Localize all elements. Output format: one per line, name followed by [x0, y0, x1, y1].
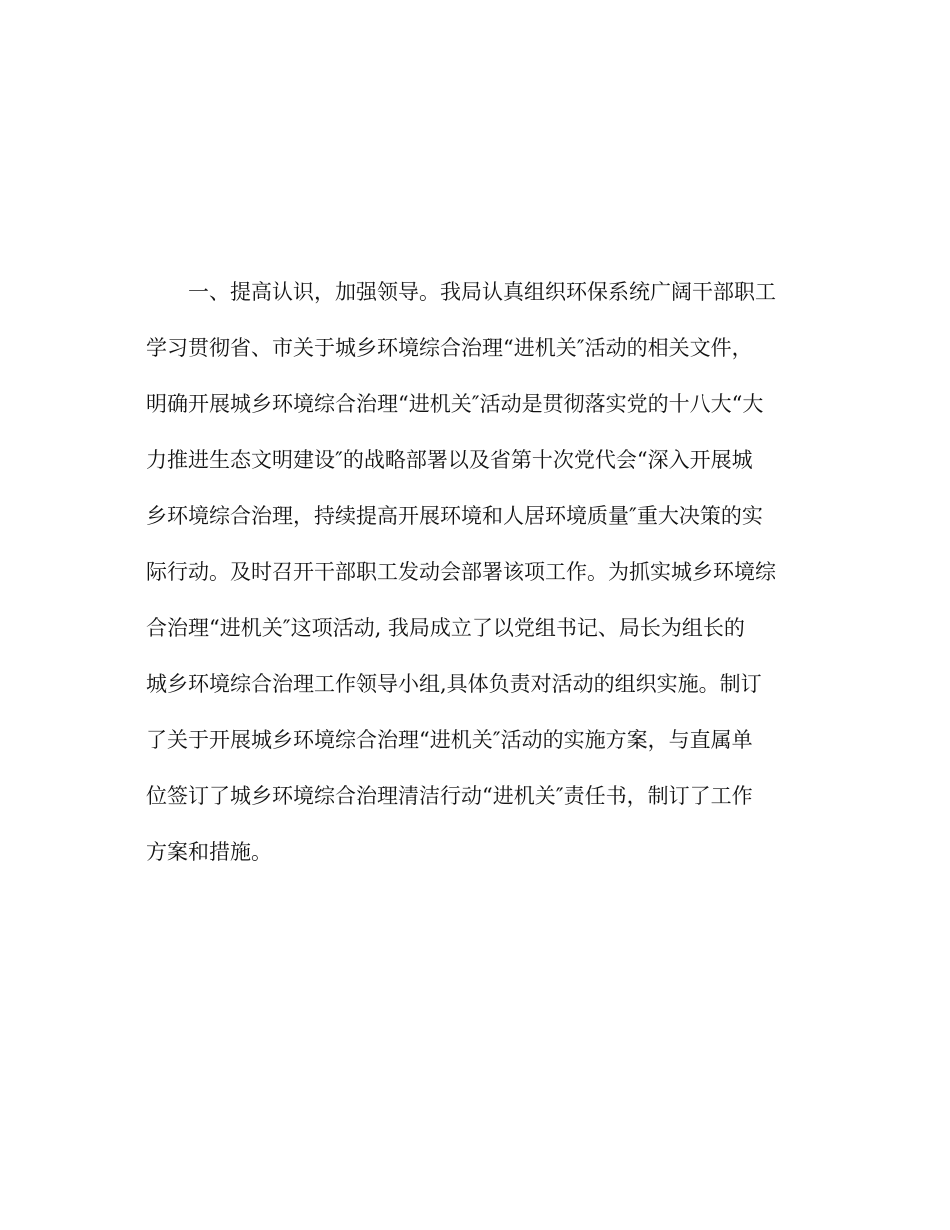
- paragraph-line: 力推进生态文明建设″的战略部署以及省第十次党代会“深入开展城: [146, 448, 753, 472]
- paragraph-line: 位签订了城乡环境综合治理清洁行动“进机关″责任书，制订了工作: [146, 784, 753, 808]
- paragraph-line: 乡环境综合治理，持续提高开展环境和人居环境质量″重大决策的实: [146, 504, 763, 528]
- paragraph-line: 一、提高认识，加强领导。我局认真组织环保系统广阔干部职工: [146, 280, 776, 304]
- paragraph-line: 明确开展城乡环境综合治理“进机关″活动是贯彻落实党的十八大“大: [146, 392, 764, 416]
- paragraph-line: 学习贯彻省、市关于城乡环境综合治理“进机关″活动的相关文件，: [146, 336, 753, 360]
- body-paragraph: [146, 270, 806, 886]
- paragraph-line: 城乡环境综合治理工作领导小组,具体负责对活动的组织实施。制订: [146, 672, 762, 696]
- paragraph-line: 方案和措施。: [146, 840, 272, 864]
- paragraph-line: 了关于开展城乡环境综合治理“进机关″活动的实施方案，与直属单: [146, 728, 753, 752]
- paragraph-line: 合治理“进机关″这项活动, 我局成立了以党组书记、局长为组长的: [146, 616, 745, 640]
- paragraph-line: 际行动。及时召开干部职工发动会部署该项工作。为抓实城乡环境综: [146, 560, 776, 584]
